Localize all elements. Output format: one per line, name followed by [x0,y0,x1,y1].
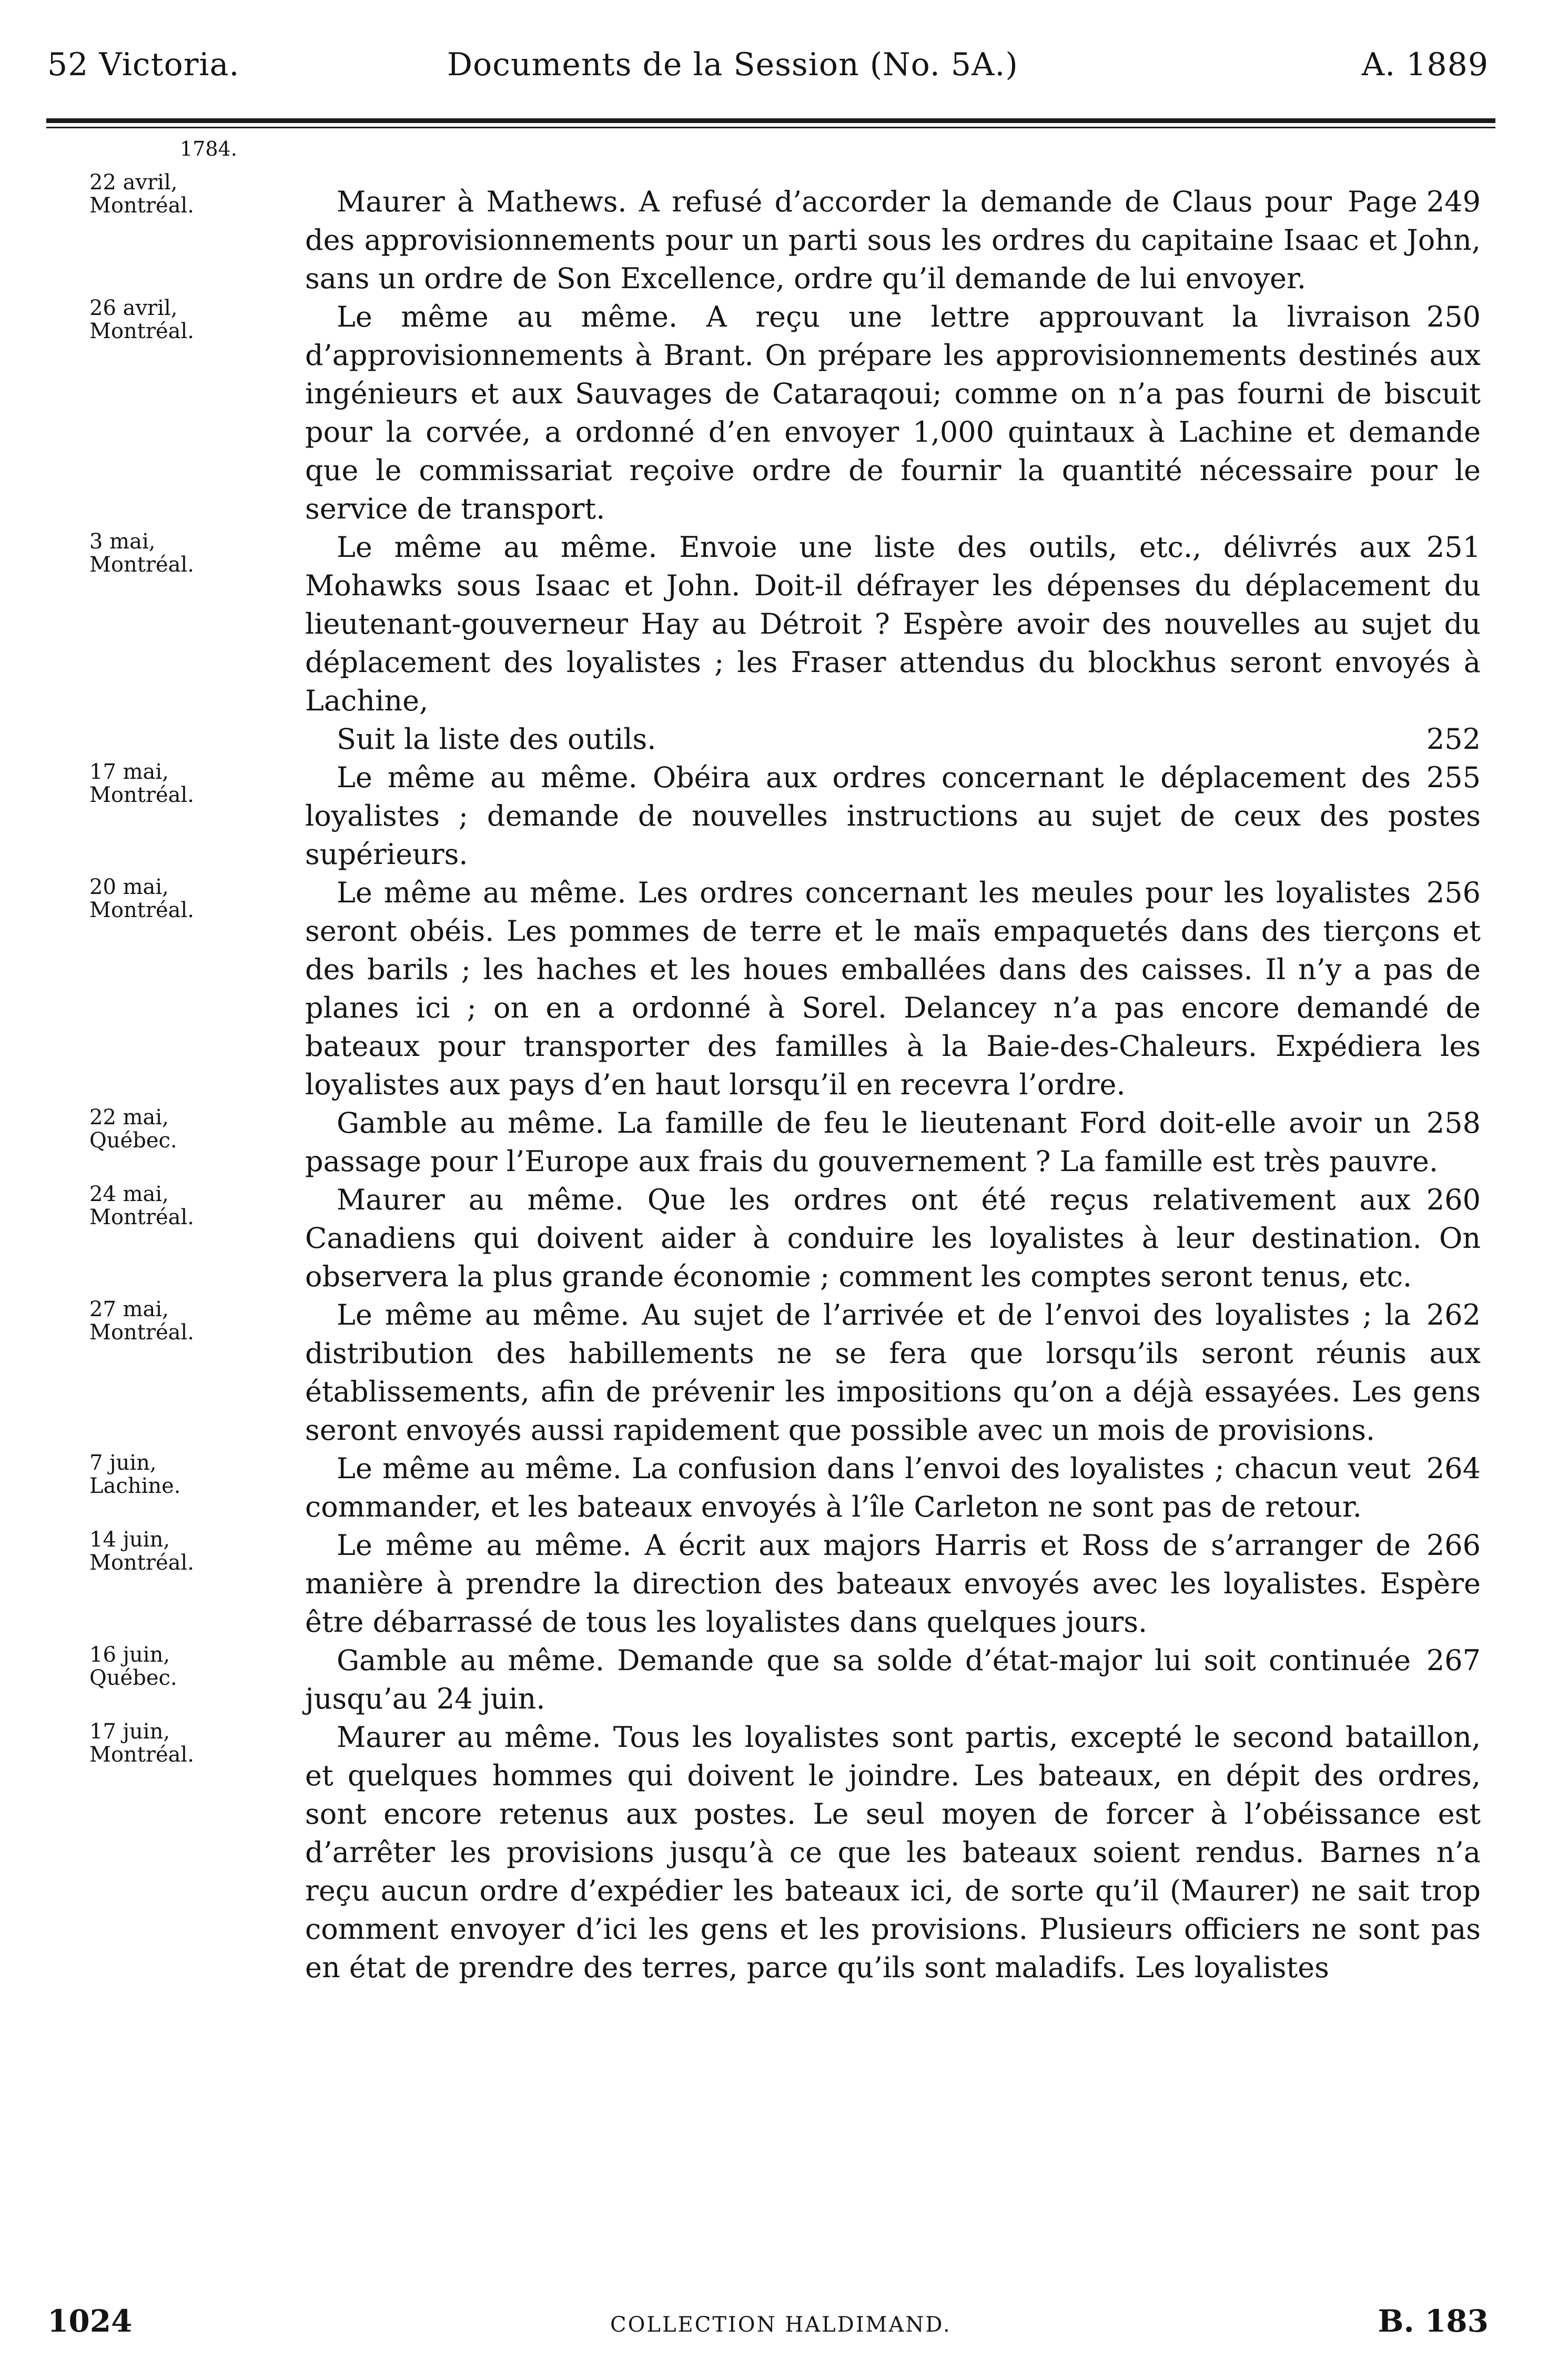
entry-text: 260 Maurer au même. Que les ordres ont été reçus relativement aux Canadiens qui doivent aider à conduire les loyalistes à leur destination. On observera la plus grande économie ; comment les comptes seront tenus, etc. [305,1181,1481,1296]
page-ref: 264 [1426,1452,1481,1485]
entry-text: 266 Le même au même. A écrit aux majors Harris et Ross de s’arranger de manière à prendre la direction des bateaux envoyés avec les loyalistes. Espère être débarrassé de tous les loyalistes dans quelques jours. [305,1526,1481,1641]
entry-text: 262 Le même au même. Au sujet de l’arrivée et de l’envoi des loyalistes ; la distribution des habillements ne se fera que lorsqu’ils seront réunis aux établissements, afin de prévenir les impositions qu’on a déjà essayées. Les gens seront envoyés aussi rapidement que possible avec un mois de provisions. [305,1296,1481,1449]
page-ref: 260 [1426,1183,1481,1216]
footer-volume: B. 183 [1378,2303,1489,2339]
entry [42,528,1504,758]
entry-text: Page 249 Maurer à Mathews. A refusé d’accorder la demande de Claus pour des approvisionnements pour un parti sous les ordres du capitaine Isaac et John, sans un ordre de Son Excellence, ordre qu’il demande de lui envoyer. [305,182,1481,298]
page-ref: 252 [1426,723,1481,756]
entry-text: 258 Gamble au même. La famille de feu le lieutenant Ford doit-elle avoir un passage pour l’Europe aux frais du gouvernement ? La famille est très pauvre. [305,1104,1481,1181]
entry [42,1641,1504,1718]
entry-date: 26 avril, Montréal. [89,296,195,343]
entry-text: 250 Le même au même. A reçu une lettre approuvant la livraison d’approvisionnements à Brant. On prépare les approvisionnements destinés aux ingénieurs et aux Sauvages de Cataraqoui; comme on n’a pas fourni de biscuit pour la corvée, a ordonné d’en envoyer 1,000 quintaux à Lachine et demande que le commissariat reçoive ordre de fournir la quantité nécessaire pour le service de transport. [305,298,1481,528]
running-header [42,46,1494,99]
entry [42,1718,1504,1987]
calendar-entries [42,139,1504,1987]
entry [42,1526,1504,1641]
entry-text: Maurer au même. Tous les loyalistes sont partis, excepté le second bataillon, et quelques hommes qui doivent le joindre. Les bateaux, en dépit des ordres, sont encore retenus aux postes. Le seul moyen de forcer à l’obéissance est d’arrêter les provisions jusqu’à ce que les bateaux soient rendus. Barnes n’a reçu aucun ordre d’expédier les bateaux ici, de sorte qu’il (Maurer) ne sait trop comment envoyer d’ici les gens et les provisions. Plusieurs officiers ne sont pas en état de prendre des terres, parce qu’ils sont maladifs. Les loyalistes [305,1721,1481,1984]
footer-page-number: 1024 [47,2303,133,2339]
entry-date: 22 avril, Montréal. [89,170,195,218]
entry-date: 7 juin, Lachine. [89,1451,181,1498]
entry-date: 17 mai, Montréal. [89,760,195,807]
entry-text: 256 Le même au même. Les ordres concernant les meules pour les loyalistes seront obéis. Les pommes de terre et le maïs empaquetés dans des tierçons et des barils ; les haches et les houes emballées dans des caisses. Il n’y a pas de planes ici ; on en a ordonné à Sorel. Delancey n’a pas encore demandé de bateaux pour transporter des familles à la Baie-des-Chaleurs. Expédiera les loyalistes aux pays d’en haut lorsqu’il en recevra l’ordre. [305,873,1481,1104]
entry-text: 264 Le même au même. La confusion dans l’envoi des loyalistes ; chacun veut commander, et les bateaux envoyés à l’île Carleton ne sont pas de retour. [305,1449,1481,1526]
page-ref: 250 [1426,300,1481,333]
page-ref: 256 [1426,876,1481,909]
header-rule-thick [46,118,1495,123]
entry-date: 22 mai, Québec. [89,1105,177,1153]
page-ref: Page 249 [1348,185,1481,218]
year-label: 1784. [180,137,237,160]
footer-collection: COLLECTION HALDIMAND. [610,2313,952,2337]
entry [42,1449,1504,1526]
entry [42,170,1504,298]
entry-date: 16 juin, Québec. [89,1643,177,1690]
page-ref: 251 [1426,531,1481,564]
entry-date: 3 mai, Montréal. [89,530,195,577]
entry-text: 251 Le même au même. Envoie une liste des outils, etc., délivrés aux Mohawks sous Isaac et John. Doit-il défrayer les dépenses du déplacement du lieutenant-gouverneur Hay au Détroit ? Espère avoir des nouvelles au sujet du déplacement des loyalistes ; les Fraser attendus du blockhus seront envoyés à Lachine, [305,528,1481,720]
entry [42,758,1504,873]
entry [42,1296,1504,1449]
entry-date: 14 juin, Montréal. [89,1528,195,1575]
page-ref: 266 [1426,1529,1481,1562]
entry-text: 267 Gamble au même. Demande que sa solde d’état-major lui soit continuée jusqu’au 24 juin. [305,1641,1481,1718]
entry-date: 17 juin, Montréal. [89,1720,195,1767]
entry-date: 24 mai, Montréal. [89,1182,195,1229]
entry [42,298,1504,528]
entry-date: 20 mai, Montréal. [89,875,195,922]
entry-text: 255 Le même au même. Obéira aux ordres concernant le déplacement des loyalistes ; demande de nouvelles instructions au sujet de ceux des postes supérieurs. [305,758,1481,873]
header-title: Documents de la Session (No. 5A.) [447,46,1018,83]
header-session: 52 Victoria. [47,46,240,83]
page-ref: 258 [1426,1106,1481,1140]
entry [42,873,1504,1104]
entry [42,1104,1504,1181]
entry-date: 27 mai, Montréal. [89,1297,195,1345]
page-ref: 255 [1426,761,1481,794]
entry-subline: 252 Suit la liste des outils. [305,720,1481,758]
page-footer [42,2303,1494,2351]
page-ref: 262 [1426,1298,1481,1331]
page-ref: 267 [1426,1644,1481,1677]
header-year: A. 1889 [1361,46,1489,83]
header-rule-thin [46,127,1495,128]
entry [42,1181,1504,1296]
